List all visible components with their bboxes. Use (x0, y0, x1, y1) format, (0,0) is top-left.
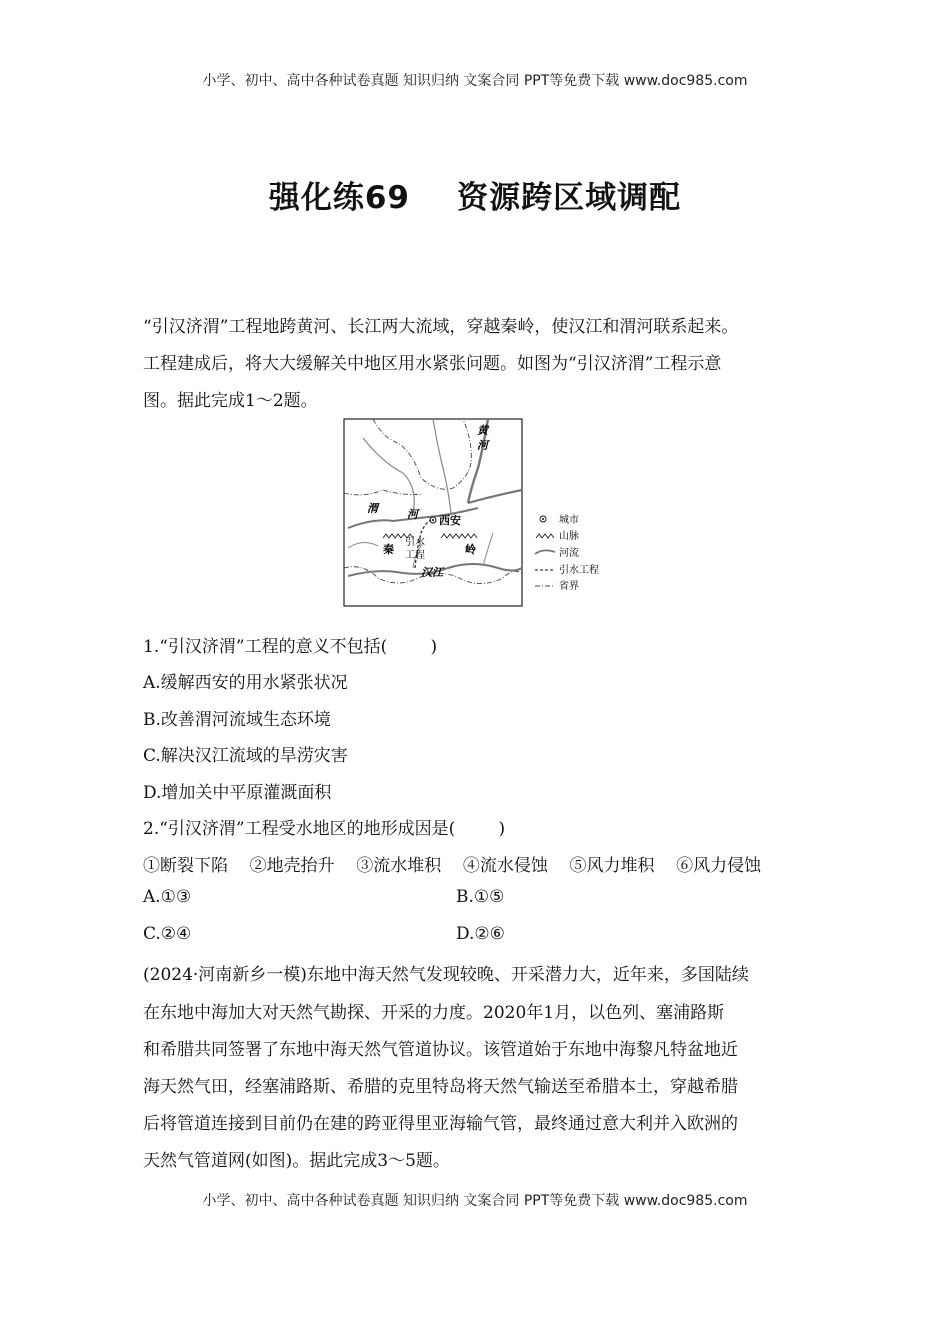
passage2-line-5: 后将管道连接到目前仍在建的跨亚得里亚海输气管，最终通过意大利并入欧洲的 (143, 1114, 738, 1134)
label-wei-1: 渭 (367, 502, 378, 515)
q2-option-c: C.②④ (143, 924, 192, 944)
legend-boundary: 省界 (559, 581, 579, 592)
q1-option-a: A.缓解西安的用水紧张状况 (143, 673, 348, 693)
passage2-line-6: 天然气管道网(如图)。据此完成3～5题。 (143, 1151, 450, 1171)
q1-option-c: C.解决汉江流域的旱涝灾害 (143, 746, 348, 766)
q2-option-d: D.②⑥ (456, 924, 505, 944)
label-wei-2: 河 (407, 508, 418, 521)
q2-option-a: A.①③ (143, 887, 192, 907)
passage2-line-4: 海天然气田，经塞浦路斯、希腊的克里特岛将天然气输送至希腊本土，穿越希腊 (143, 1077, 738, 1097)
map-legend (535, 513, 599, 592)
passage2-line-2: 在东地中海加大对天然气勘探、开采的力度。2020年1月，以色列、塞浦路斯 (143, 1003, 725, 1023)
legend-mountain: 山脉 (559, 531, 579, 542)
legend-river: 河流 (559, 548, 579, 559)
q2-choices: ①断裂下陷 ②地壳抬升 ③流水堆积 ④流水侵蚀 ⑤风力堆积 ⑥风力侵蚀 (143, 856, 762, 876)
passage2-line-3: 和希腊共同签署了东地中海天然气管道协议。该管道始于东地中海黎凡特盆地近 (143, 1040, 738, 1060)
label-project-1: 引水 (405, 537, 425, 548)
label-project-2: 工程 (405, 550, 425, 561)
q2-option-b: B.①⑤ (456, 887, 505, 907)
intro-line-1: “引汉济渭”工程地跨黄河、长江两大流域，穿越秦岭，使汉江和渭河联系起来。 (143, 317, 739, 337)
label-huanghe-2: 河 (477, 439, 488, 452)
label-xian: 西安 (439, 514, 461, 527)
passage2-line-1: (2024·河南新乡一模)东地中海天然气发现较晚、开采潜力大，近年来，多国陆续 (143, 965, 749, 985)
intro-line-2: 工程建成后，将大大缓解关中地区用水紧张问题。如图为“引汉济渭”工程示意 (143, 354, 722, 374)
q1-stem: 1.“引汉济渭”工程的意义不包括( ) (143, 637, 438, 657)
label-huanghe-1: 黄 (477, 424, 488, 437)
page-header: 小学、初中、高中各种试卷真题 知识归纳 文案合同 PPT等免费下载 www.doc985.com (202, 73, 748, 89)
page-title: 强化练69 资源跨区域调配 (268, 180, 682, 216)
yinhanjiwei-map (343, 418, 615, 608)
page-footer: 小学、初中、高中各种试卷真题 知识归纳 文案合同 PPT等免费下载 www.doc985.com (202, 1193, 748, 1209)
label-qin: 秦 (383, 543, 394, 556)
label-hanjiang: 汉江 (421, 566, 443, 579)
q1-option-b: B.改善渭河流域生态环境 (143, 710, 331, 730)
intro-line-3: 图。据此完成1～2题。 (143, 391, 318, 411)
q2-stem: 2.“引汉济渭”工程受水地区的地形成因是( ) (143, 819, 506, 839)
q1-option-d: D.增加关中平原灌溉面积 (143, 783, 332, 803)
legend-project: 引水工程 (559, 565, 599, 576)
label-ling: 岭 (465, 543, 476, 556)
legend-city: 城市 (559, 515, 579, 526)
